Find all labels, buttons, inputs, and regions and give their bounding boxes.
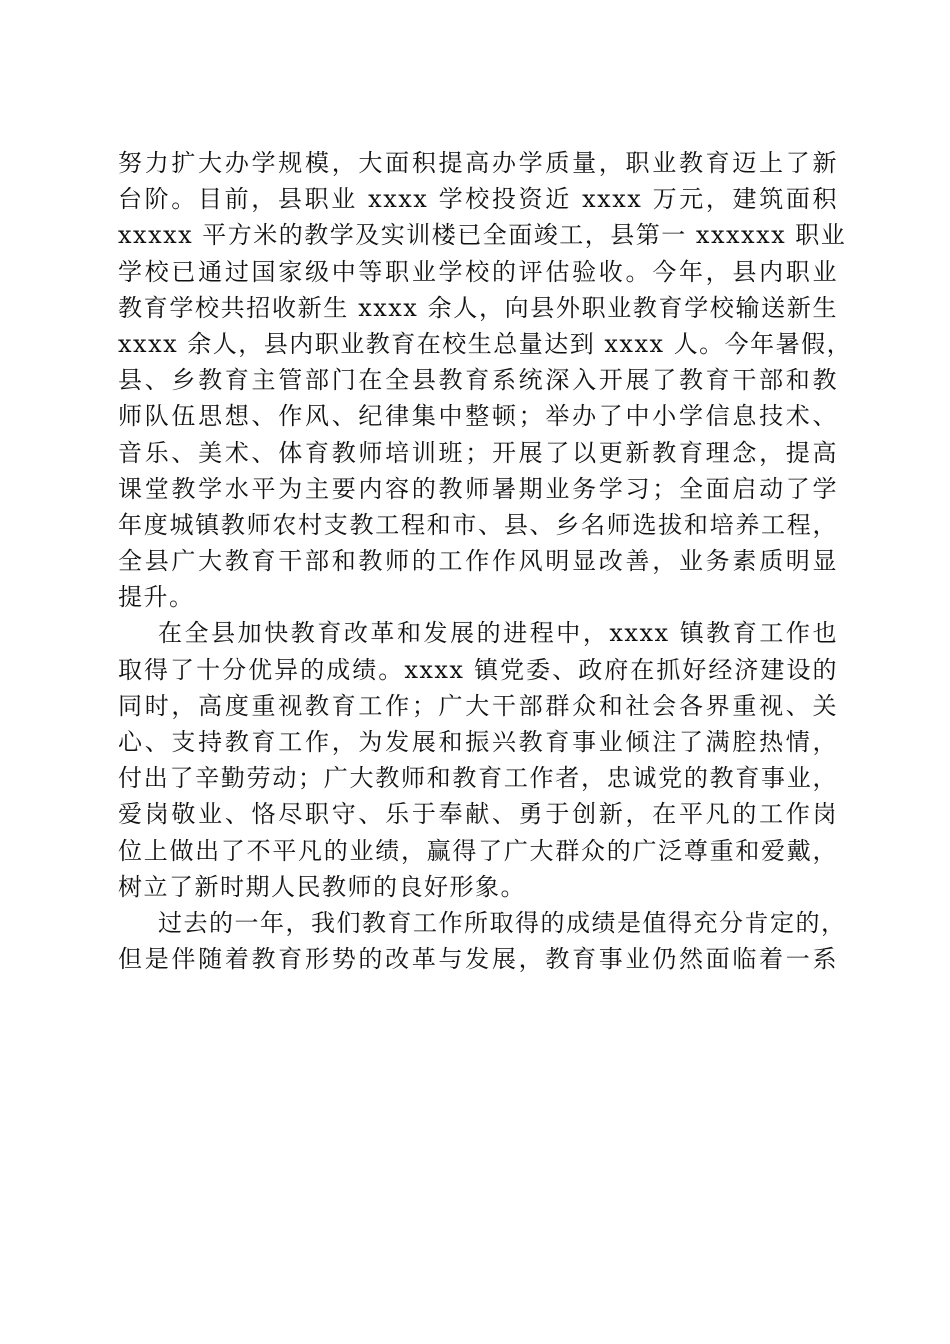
paragraph-2-line: 位上做出了不平凡的业绩，赢得了广大群众的广泛尊重和爱戴， xyxy=(118,836,838,865)
document-body xyxy=(118,145,853,977)
paragraph-1-line: xxxx 余人，县内职业教育在校生总量达到 xxxx 人。今年暑假， xyxy=(118,329,853,358)
paragraph-3-line: 但是伴随着教育形势的改革与发展，教育事业仍然面临着一系 xyxy=(118,945,838,974)
paragraph-1-line: 县、乡教育主管部门在全县教育系统深入开展了教育干部和教 xyxy=(118,366,838,395)
paragraph-1-line: 学校已通过国家级中等职业学校的评估验收。今年，县内职业 xyxy=(118,257,838,286)
paragraph-2-line: 付出了辛勤劳动；广大教师和教育工作者，忠诚党的教育事业， xyxy=(118,764,838,793)
paragraph-1-line: 课堂教学水平为主要内容的教师暑期业务学习；全面启动了学 xyxy=(118,474,838,503)
paragraph-1-line: 全县广大教育干部和教师的工作作风明显改善，业务素质明显 xyxy=(118,547,838,576)
paragraph-2-line: 在全县加快教育改革和发展的进程中，xxxx 镇教育工作也 xyxy=(158,619,838,648)
paragraph-2-line: 心、支持教育工作，为发展和振兴教育事业倾注了满腔热情， xyxy=(118,728,838,756)
paragraph-1-line: 年度城镇教师农村支教工程和市、县、乡名师选拔和培养工程， xyxy=(118,510,838,539)
paragraph-1-line: 努力扩大办学规模，大面积提高办学质量，职业教育迈上了新 xyxy=(118,149,838,177)
paragraph-1-line: xxxxx 平方米的教学及实训楼已全面竣工，县第一 xxxxxx 职业 xyxy=(118,221,847,250)
paragraph-1-line: 提升。 xyxy=(118,583,195,612)
paragraph-1-line: 台阶。目前，县职业 xxxx 学校投资近 xxxx 万元，建筑面积 xyxy=(118,185,838,214)
paragraph-2-line: 取得了十分优异的成绩。xxxx 镇党委、政府在抓好经济建设的 xyxy=(118,655,838,684)
paragraph-2-line: 同时，高度重视教育工作；广大干部群众和社会各界重视、关 xyxy=(118,691,838,720)
paragraph-1-line: 教育学校共招收新生 xxxx 余人，向县外职业教育学校输送新生 xyxy=(118,293,838,322)
paragraph-1-line: 音乐、美术、体育教师培训班；开展了以更新教育理念，提高 xyxy=(118,438,838,467)
paragraph-3-line: 过去的一年，我们教育工作所取得的成绩是值得充分肯定的， xyxy=(158,908,847,937)
paragraph-1-line: 师队伍思想、作风、纪律集中整顿；举办了中小学信息技术、 xyxy=(118,402,838,431)
paragraph-2-line: 爱岗敬业、恪尽职守、乐于奉献、勇于创新，在平凡的工作岗 xyxy=(118,800,838,829)
paragraph-2-line: 树立了新时期人民教师的良好形象。 xyxy=(118,872,526,901)
